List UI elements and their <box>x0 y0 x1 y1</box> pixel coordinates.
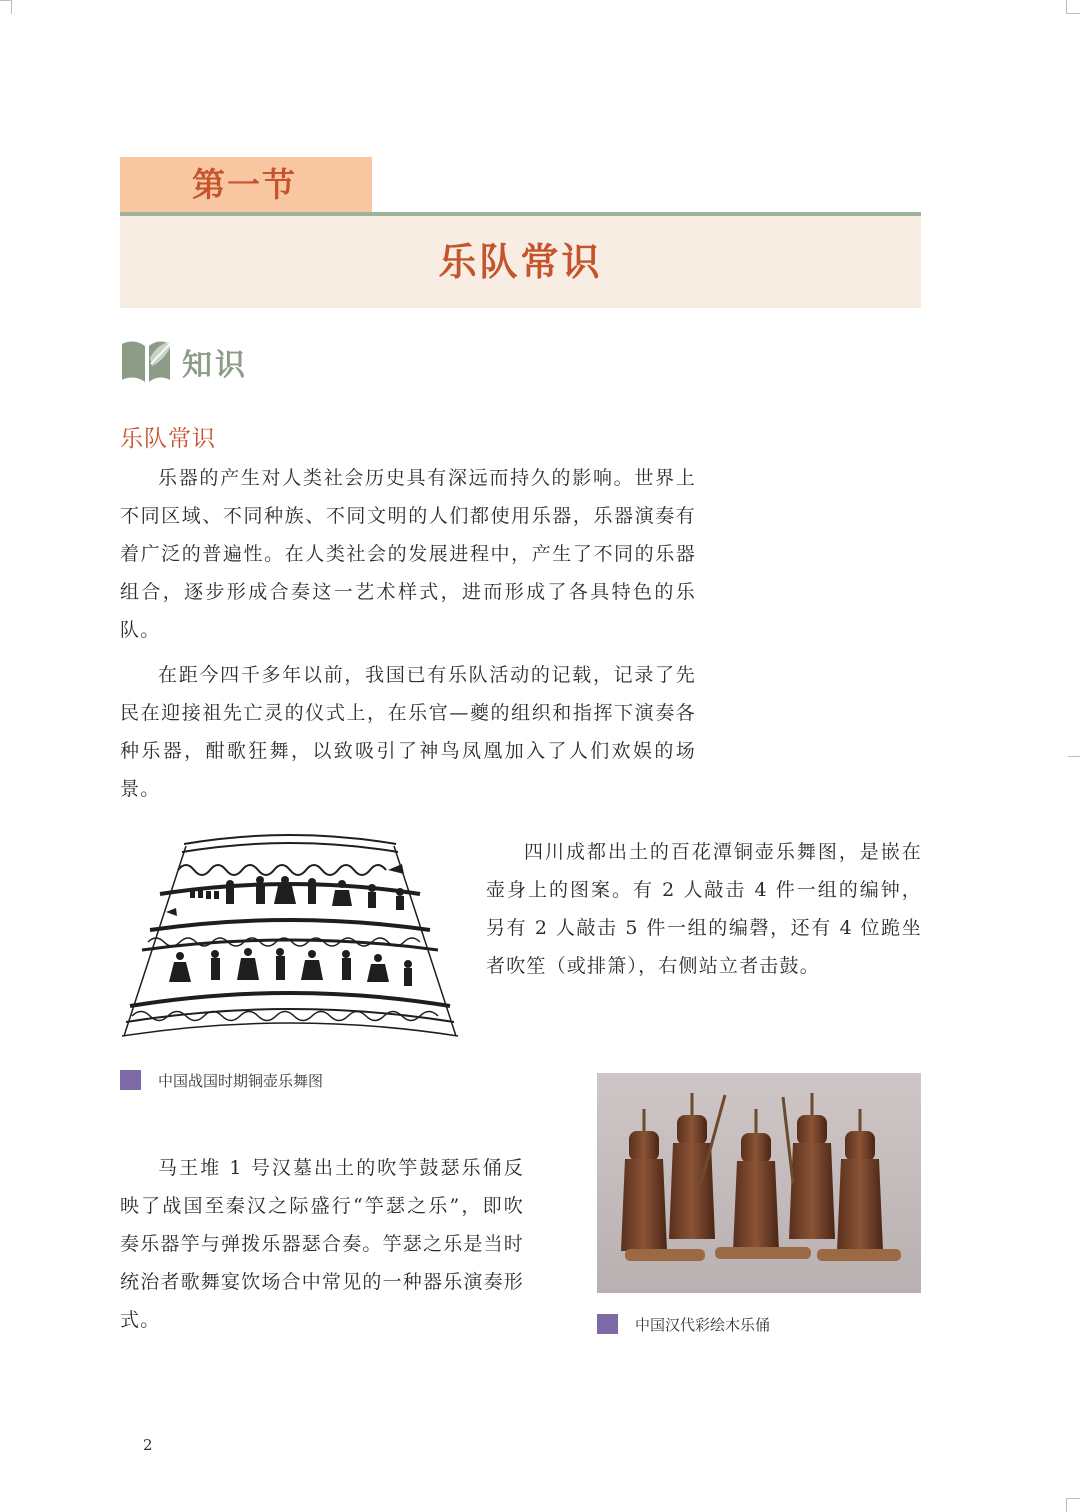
figure-description: 马王堆 1 号汉墓出土的吹竽鼓瑟乐俑反映了战国至秦汉之际盛行“竽瑟之乐”，即吹奏乐器竽与弹拨乐器瑟合奏。竽瑟之乐是当时统治者歌舞宴饮场合中常见的一种器乐演奏形式。 <box>120 1157 525 1331</box>
figure-caption <box>120 1069 323 1091</box>
figure-description: 四川成都出土的百花潭铜壶乐舞图，是嵌在壶身上的图案。有 2 人敲击 4 件一组的编钟，另有 2 人敲击 5 件一组的编磬，还有 4 位跪坐者吹笙（或排箫），右侧站立者击鼓。 <box>486 841 922 977</box>
crop-mark <box>1066 1498 1080 1499</box>
body-paragraph: 在距今四千多年以前，我国已有乐队活动的记载，记录了先民在迎接祖先亡灵的仪式上，在乐官—夔的组织和指挥下演奏各种乐器，酣歌狂舞，以致吸引了神鸟凤凰加入了人们欢娱的场景。 <box>120 664 696 800</box>
section-title: 乐队常识 <box>120 216 921 308</box>
caption-marker <box>120 1070 141 1090</box>
section-number-tab: 第一节 <box>120 157 372 213</box>
page-number: 2 <box>143 1436 153 1454</box>
caption-text: 中国战国时期铜壶乐舞图 <box>158 1071 324 1090</box>
caption-text: 中国汉代彩绘木乐俑 <box>635 1315 771 1334</box>
wooden-figurines-illustration <box>597 1073 921 1293</box>
bronze-vessel-illustration <box>120 830 460 1042</box>
knowledge-label: 知识 <box>182 348 248 383</box>
figure-caption <box>597 1313 770 1335</box>
subheading: 乐队常识 <box>120 426 216 452</box>
crop-mark <box>1066 0 1067 14</box>
book-leaf-icon <box>120 336 174 388</box>
crop-mark <box>11 0 12 14</box>
crop-mark <box>1066 13 1080 14</box>
crop-mark <box>1066 1498 1067 1512</box>
caption-marker <box>597 1314 618 1334</box>
crop-mark <box>1068 756 1080 757</box>
body-paragraph: 乐器的产生对人类社会历史具有深远而持久的影响。世界上不同区域、不同种族、不同文明的人们都使用乐器，乐器演奏有着广泛的普遍性。在人类社会的发展进程中，产生了不同的乐器组合，逐步形成合奏这一艺术样式，进而形成了各具特色的乐队。 <box>120 467 696 641</box>
bronze-vessel-dance-figure <box>120 830 460 1042</box>
wooden-figurines-photo <box>597 1073 921 1293</box>
knowledge-heading <box>120 336 248 388</box>
